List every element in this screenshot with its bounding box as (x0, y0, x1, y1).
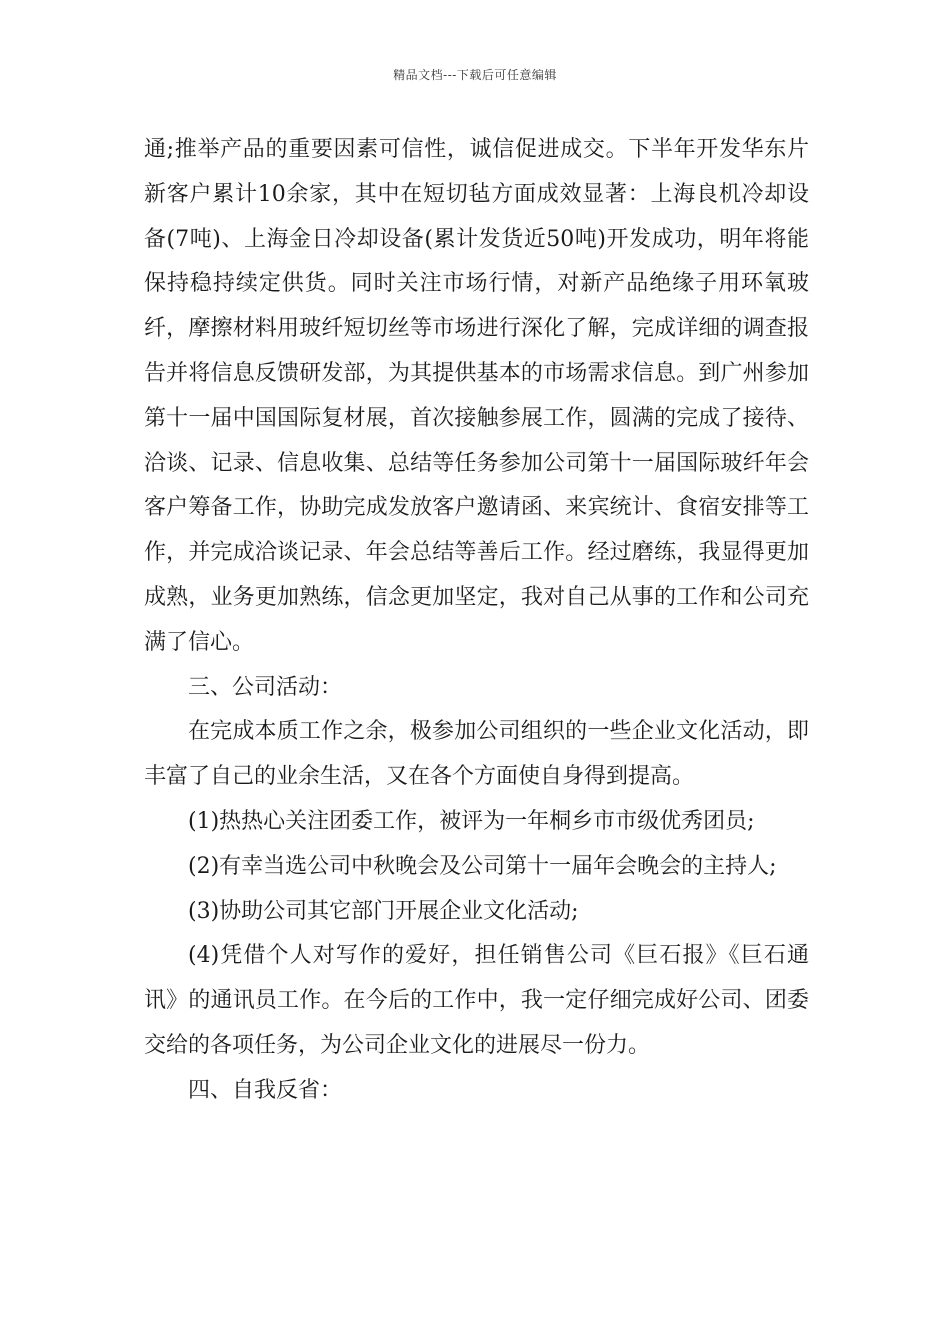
list-item-activity-3: (3)协助公司其它部门开展企业文化活动; (188, 898, 579, 924)
paragraph-work-summary: 通;推举产品的重要因素可信性，诚信促进成交。下半年开发华东片新客户累计10余家，其中在短切毡方面成效显著：上海良机冷却设备(7吨)、上海金日冷却设备(累计发货近50吨)开发成功，明年将能保持稳持续定供货。同时关注市场行情，对新产品绝缘子用环氧玻纤，摩擦材料用玻纤短切丝等市场进行深化了解，完成详细的调查报告并将信息反馈研发部，为其提供基本的市场需求信息。到广州参加第十一届中国国际复材展，首次接触参展工作，圆满的完成了接待、洽谈、记录、信息收集、总结等任务参加公司第十一届国际玻纤年会客户筹备工作，协助完成发放客户邀请函、来宾统计、食宿安排等工作，并完成洽谈记录、年会总结等善后工作。经过磨练，我显得更加成熟，业务更加熟练，信念更加坚定，我对自己从事的工作和公司充满了信心。 (144, 137, 809, 655)
document-body (144, 128, 809, 1114)
section-heading-self-reflection: 四、自我反省： (188, 1077, 343, 1103)
page-header: 精品文档---下载后可任意编辑 (393, 68, 557, 82)
list-item-activity-4: (4)凭借个人对写作的爱好，担任销售公司《巨石报》《巨石通讯》的通讯员工作。在今后的工作中，我一定仔细完成好公司、团委交给的各项任务，为公司企业文化的进展尽一份力。 (144, 943, 809, 1058)
paragraph-activities-intro: 在完成本质工作之余，极参加公司组织的一些企业文化活动，即丰富了自己的业余生活，又在各个方面使自身得到提高。 (144, 719, 809, 790)
section-heading-company-activities: 三、公司活动： (188, 674, 343, 700)
list-item-activity-2: (2)有幸当选公司中秋晚会及公司第十一届年会晚会的主持人; (188, 853, 777, 879)
list-item-activity-1: (1)热热心关注团委工作，被评为一年桐乡市市级优秀团员; (188, 808, 755, 834)
